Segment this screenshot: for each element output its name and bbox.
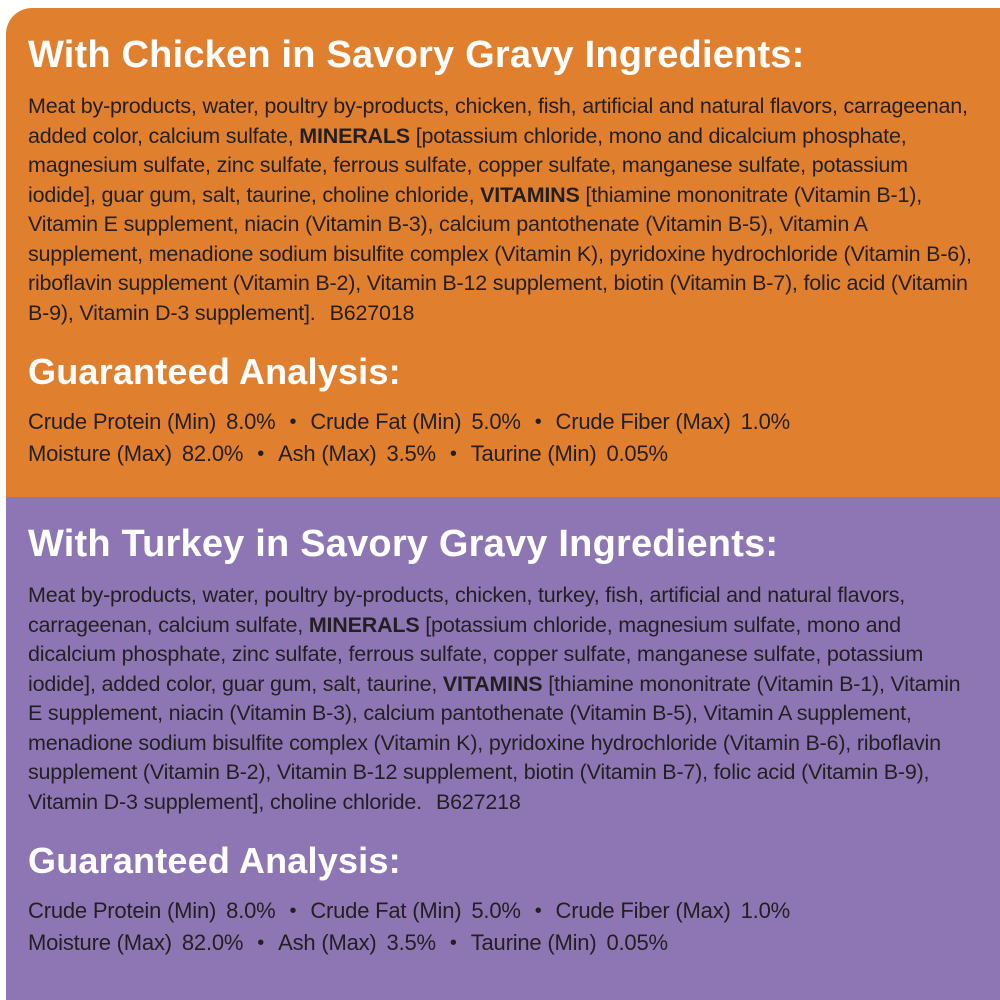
label [6,8,1000,1000]
ga-item [278,441,436,466]
ga-item-label: Ash (Max) [278,929,377,955]
ingredient-group-keyword: MINERALS [299,123,410,148]
ga-item-value: 5.0% [471,897,521,923]
bullet-separator: • [257,442,265,465]
ga-item-label: Taurine (Min) [470,929,597,955]
ingredient-group-keyword: VITAMINS [480,182,580,207]
ga-item-label: Crude Fiber (Max) [555,408,731,434]
ga-item-value: 82.0% [181,440,244,466]
ga-item-label: Crude Fat (Min) [310,408,462,434]
bullet-separator: • [449,442,457,465]
ga-item-value: 0.05% [606,440,668,466]
ga-item-label: Crude Protein (Min) [28,897,217,923]
ga-item-value: 1.0% [740,897,790,923]
ga-item-label: Crude Fat (Min) [310,897,462,923]
bullet-separator: • [257,931,265,954]
ga-item-label: Crude Fiber (Max) [555,897,731,923]
ga-item-value: 82.0% [181,929,244,955]
ga-item [556,898,790,923]
ingredient-text-segment: [thiamine mononitrate (Vitamin B-1), Vitamin E supplement, niacin (Vitamin B-3), calcium pantothenate (Vitamin B-5), Vitamin A supplement, menadione sodium bisulfite complex (Vitamin K), pyridoxine hydrochloride (Vitamin B-6), riboflavin supplement (Vitamin B-2), Vitamin B-12 supplement, biotin (Vitamin B-7), folic acid (Vitamin B-9), Vitamin D-3 supplement], choline chloride. [28,671,961,814]
ga-title: Guaranteed Analysis: [28,840,401,882]
ingredient-text-segment: [thiamine mononitrate (Vitamin B-1), Vitamin E supplement, niacin (Vitamin B-3), calcium pantothenate (Vitamin B-5), Vitamin A supplement, menadione sodium bisulfite complex (Vitamin K), pyridoxine hydrochloride (Vitamin B-6), riboflavin supplement (Vitamin B-2), Vitamin B-12 supplement, biotin (Vitamin B-7), folic acid (Vitamin B-9), Vitamin D-3 supplement]. [28,182,972,325]
ga-item-label: Taurine (Min) [470,440,597,466]
ingredients-text [28,92,980,328]
bullet-separator: • [449,931,457,954]
ga-item-value: 8.0% [226,408,276,434]
ga-title: Guaranteed Analysis: [28,351,401,393]
ga-item [28,441,243,466]
ga-item [28,898,276,923]
batch-code: B627018 [329,300,415,325]
ingredient-text-segment: Meat by-products, water, poultry by-products, chicken, turkey, fish, artificial and natural flavors, carrageenan, calcium sulfate, [28,583,906,637]
ga-item-label: Moisture (Max) [28,440,172,466]
ga-item [556,409,790,434]
ga-row [28,927,980,959]
ga-item [310,409,520,434]
ga-item-label: Moisture (Max) [28,929,172,955]
ga-item-value: 8.0% [226,897,276,923]
ingredient-text-segment: Meat by-products, water, poultry by-products, chicken, fish, artificial and natural flavors, carrageenan, added color, calcium sulfate, [28,94,968,148]
ga-item-value: 5.0% [471,408,521,434]
ga-item [28,930,243,955]
ga-item [278,930,436,955]
ga-item-value: 0.05% [606,929,668,955]
ga-item [471,930,668,955]
ga-row [28,438,980,470]
ingredient-text-segment: [potassium chloride, magnesium sulfate, mono and dicalcium phosphate, zinc sulfate, ferrous sulfate, copper sulfate, manganese sulfate, potassium iodide], added color, guar gum, salt, taurine, [28,612,924,696]
label-section [6,497,1000,1000]
ingredients-text [28,581,980,817]
section-title: With Turkey in Savory Gravy Ingredients: [28,523,779,565]
ga-row [28,895,980,927]
ga-item [471,441,668,466]
ingredient-group-keyword: VITAMINS [442,671,543,696]
ga-item [310,898,520,923]
ga-row [28,406,980,438]
batch-code: B627218 [435,789,521,814]
ga-rows [28,895,980,959]
label-section [6,8,1000,497]
ga-item-value: 3.5% [386,929,436,955]
bullet-separator: • [534,410,542,433]
ga-item [28,409,276,434]
ga-item-value: 3.5% [386,440,436,466]
bullet-separator: • [289,410,297,433]
section-title: With Chicken in Savory Gravy Ingredients: [28,34,805,76]
ga-item-label: Ash (Max) [278,440,377,466]
bullet-separator: • [289,899,297,922]
ga-item-value: 1.0% [740,408,790,434]
ingredient-group-keyword: MINERALS [308,612,420,637]
ingredient-text-segment: [potassium chloride, mono and dicalcium phosphate, magnesium sulfate, zinc sulfate, ferrous sulfate, copper sulfate, manganese sulfate, potassium iodide], guar gum, salt, taurine, choline chloride, [28,123,908,207]
ga-rows [28,406,980,470]
ga-item-label: Crude Protein (Min) [28,408,217,434]
bullet-separator: • [534,899,542,922]
